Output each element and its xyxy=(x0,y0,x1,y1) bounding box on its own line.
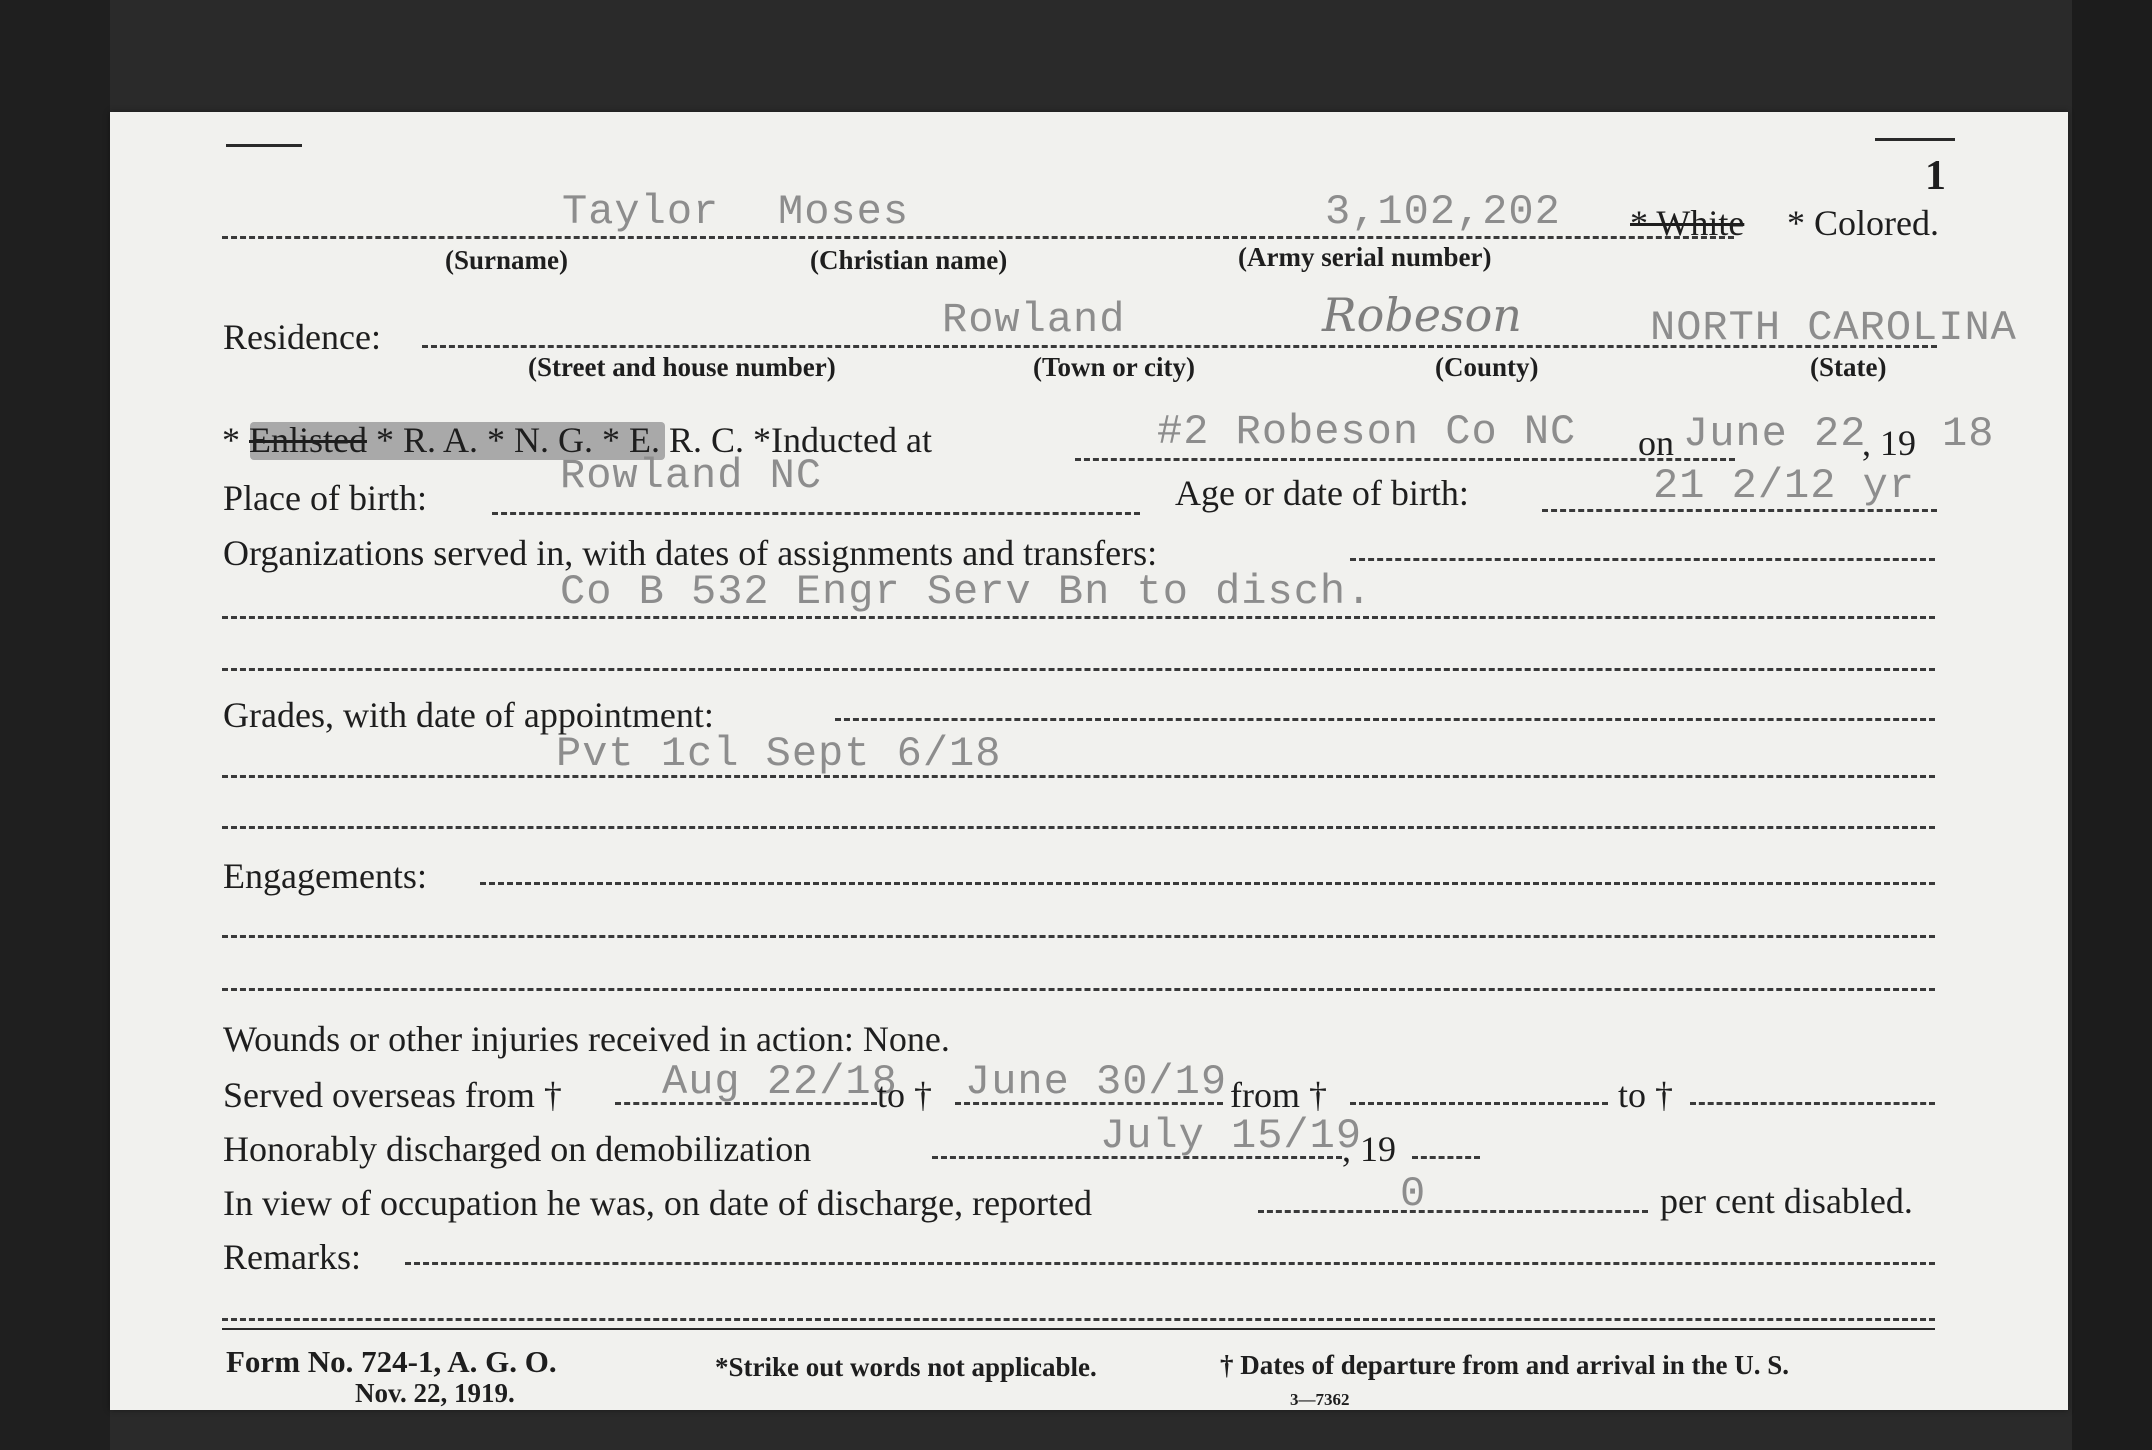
year-prefix: , 19 xyxy=(1862,423,1916,463)
induction-year-value: 18 xyxy=(1942,410,1995,458)
grades-value: Pvt 1cl Sept 6/18 xyxy=(556,730,1002,778)
percent-disabled-label: per cent disabled. xyxy=(1660,1181,1913,1221)
serial-number-value: 3,102,202 xyxy=(1325,188,1561,236)
organizations-value: Co B 532 Engr Serv Bn to disch. xyxy=(560,568,1373,616)
dates-note: † Dates of departure from and arrival in the U. S. xyxy=(1220,1350,1789,1380)
scan-background-left xyxy=(0,0,110,1450)
second-from-line xyxy=(1350,1102,1608,1105)
grades-line-3 xyxy=(222,826,1935,829)
form-date: Nov. 22, 1919. xyxy=(355,1378,515,1408)
residence-line xyxy=(422,345,1937,348)
wounds-label: Wounds or other injuries received in action: None. xyxy=(223,1019,950,1059)
residence-label: Residence: xyxy=(223,317,381,357)
overseas-label: Served overseas from † xyxy=(223,1075,562,1115)
second-to-line xyxy=(1690,1102,1935,1105)
county-caption: (County) xyxy=(1435,352,1539,382)
street-caption: (Street and house number) xyxy=(528,352,836,382)
organizations-line-1 xyxy=(1350,558,1935,561)
birth-place-value: Rowland NC xyxy=(560,452,823,500)
disability-label: In view of occupation he was, on date of discharge, reported xyxy=(223,1183,1093,1223)
print-code: 3—7362 xyxy=(1290,1390,1350,1409)
discharge-line xyxy=(932,1156,1342,1159)
overseas-to-label: to † xyxy=(877,1075,933,1115)
christian-name-caption: (Christian name) xyxy=(810,245,1008,275)
christian-name-value: Moses xyxy=(778,188,910,236)
organizations-line-3 xyxy=(222,668,1935,671)
on-label: on xyxy=(1638,423,1674,463)
engagements-line-1 xyxy=(480,882,1935,885)
remarks-label: Remarks: xyxy=(223,1237,361,1277)
scan-background-right xyxy=(2072,0,2152,1450)
birth-place-line xyxy=(492,512,1140,515)
overseas-from-line xyxy=(615,1102,877,1105)
name-line xyxy=(222,236,1734,239)
serial-number-caption: (Army serial number) xyxy=(1238,242,1492,272)
top-right-rule xyxy=(1875,138,1955,141)
surname-caption: (Surname) xyxy=(445,245,568,275)
discharge-year-prefix: , 19 xyxy=(1342,1129,1396,1169)
disability-line xyxy=(1258,1210,1648,1213)
strike-note: *Strike out words not applicable. xyxy=(715,1352,1097,1382)
race-white-option: * White xyxy=(1630,203,1745,243)
second-from-label: from † xyxy=(1230,1075,1327,1115)
grades-label: Grades, with date of appointment: xyxy=(223,695,714,735)
discharge-label: Honorably discharged on demobilization xyxy=(223,1129,812,1169)
form-number: Form No. 724-1, A. G. O. xyxy=(226,1344,557,1379)
second-to-label: to † xyxy=(1618,1075,1674,1115)
inducted-place-value: #2 Robeson Co NC xyxy=(1157,408,1577,456)
engagements-line-2 xyxy=(222,935,1935,938)
discharge-date-value: July 15/19 xyxy=(1100,1112,1363,1160)
grades-line-1 xyxy=(835,718,1935,721)
organizations-line-2 xyxy=(222,616,1935,619)
grades-line-2 xyxy=(222,775,1935,778)
county-value: Robeson xyxy=(1322,288,1522,342)
town-caption: (Town or city) xyxy=(1033,352,1195,382)
top-left-rule xyxy=(226,144,302,147)
overseas-to-value: June 30/19 xyxy=(965,1058,1228,1106)
card-number: 1 xyxy=(1925,153,1946,199)
enlistment-type-options: * Enlisted * R. A. * N. G. * E. R. C. *Inducted at xyxy=(222,420,932,460)
age-line xyxy=(1542,509,1937,512)
engagements-line-3 xyxy=(222,988,1935,991)
state-caption: (State) xyxy=(1810,352,1887,382)
discharge-year-line xyxy=(1412,1156,1480,1159)
age-value: 21 2/12 yr xyxy=(1653,462,1916,510)
engagements-label: Engagements: xyxy=(223,856,427,896)
remarks-line-1 xyxy=(405,1262,1935,1265)
overseas-to-line xyxy=(955,1102,1223,1105)
race-colored-option: * Colored. xyxy=(1787,203,1939,243)
birth-place-label: Place of birth: xyxy=(223,478,427,518)
state-value: NORTH CAROLINA xyxy=(1650,304,2017,352)
footer-rule xyxy=(222,1328,1935,1330)
service-record-card xyxy=(110,112,2068,1410)
inducted-line xyxy=(1075,458,1735,461)
town-value: Rowland xyxy=(942,296,1126,344)
remarks-line-2 xyxy=(222,1318,1935,1321)
surname-value: Taylor xyxy=(562,188,720,236)
disability-value: 0 xyxy=(1400,1170,1427,1218)
organizations-label: Organizations served in, with dates of assignments and transfers: xyxy=(223,533,1158,573)
overseas-from-value: Aug 22/18 xyxy=(662,1058,898,1106)
induction-date-value: June 22 xyxy=(1683,410,1867,458)
age-label: Age or date of birth: xyxy=(1175,473,1469,513)
